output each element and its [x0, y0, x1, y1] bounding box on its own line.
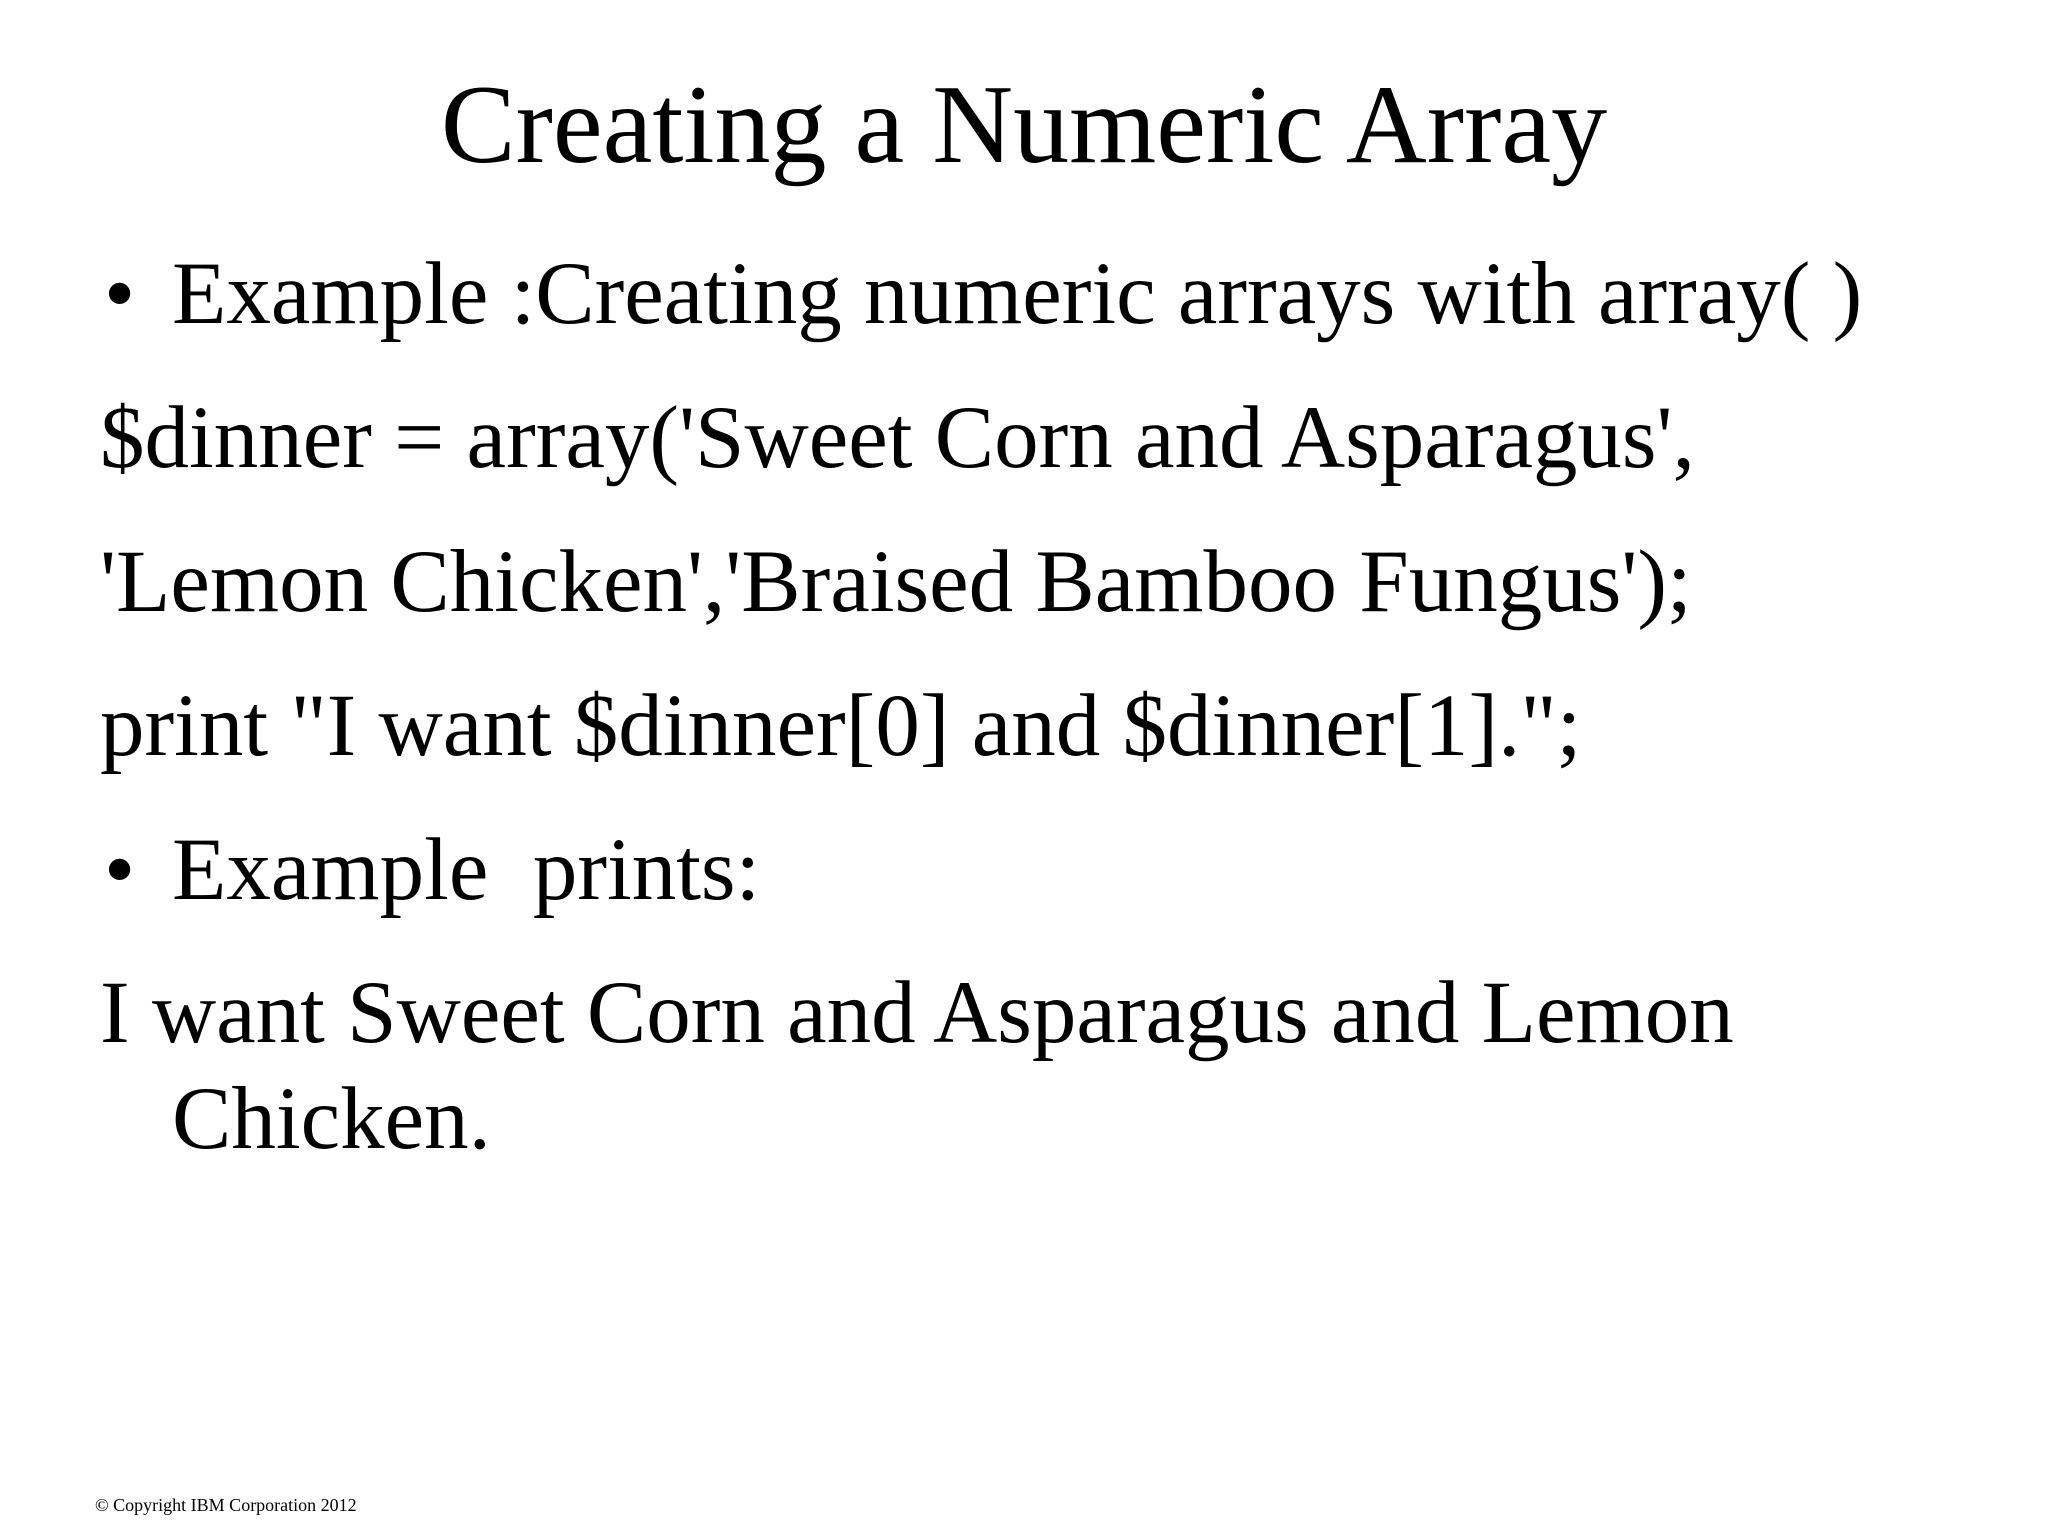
code-line-2: 'Lemon Chicken','Braised Bamboo Fungus');	[100, 533, 1692, 631]
code-line-1: $dinner = array('Sweet Corn and Asparagus',	[100, 389, 1695, 487]
copyright-footer: © Copyright IBM Corporation 2012	[95, 1495, 357, 1515]
slide-title: Creating a Numeric Array	[440, 63, 1608, 187]
bullet-marker: •	[104, 821, 136, 919]
bullet-text-prints: Example prints:	[172, 821, 761, 919]
bullet-text-example: Example :Creating numeric arrays with array( )	[172, 245, 1863, 343]
output-text: I want Sweet Corn and Asparagus and Lemon Chicken.	[100, 964, 1734, 1168]
code-line-3: print "I want $dinner[0] and $dinner[1].";	[100, 677, 1582, 775]
bullet-marker: •	[104, 245, 136, 343]
